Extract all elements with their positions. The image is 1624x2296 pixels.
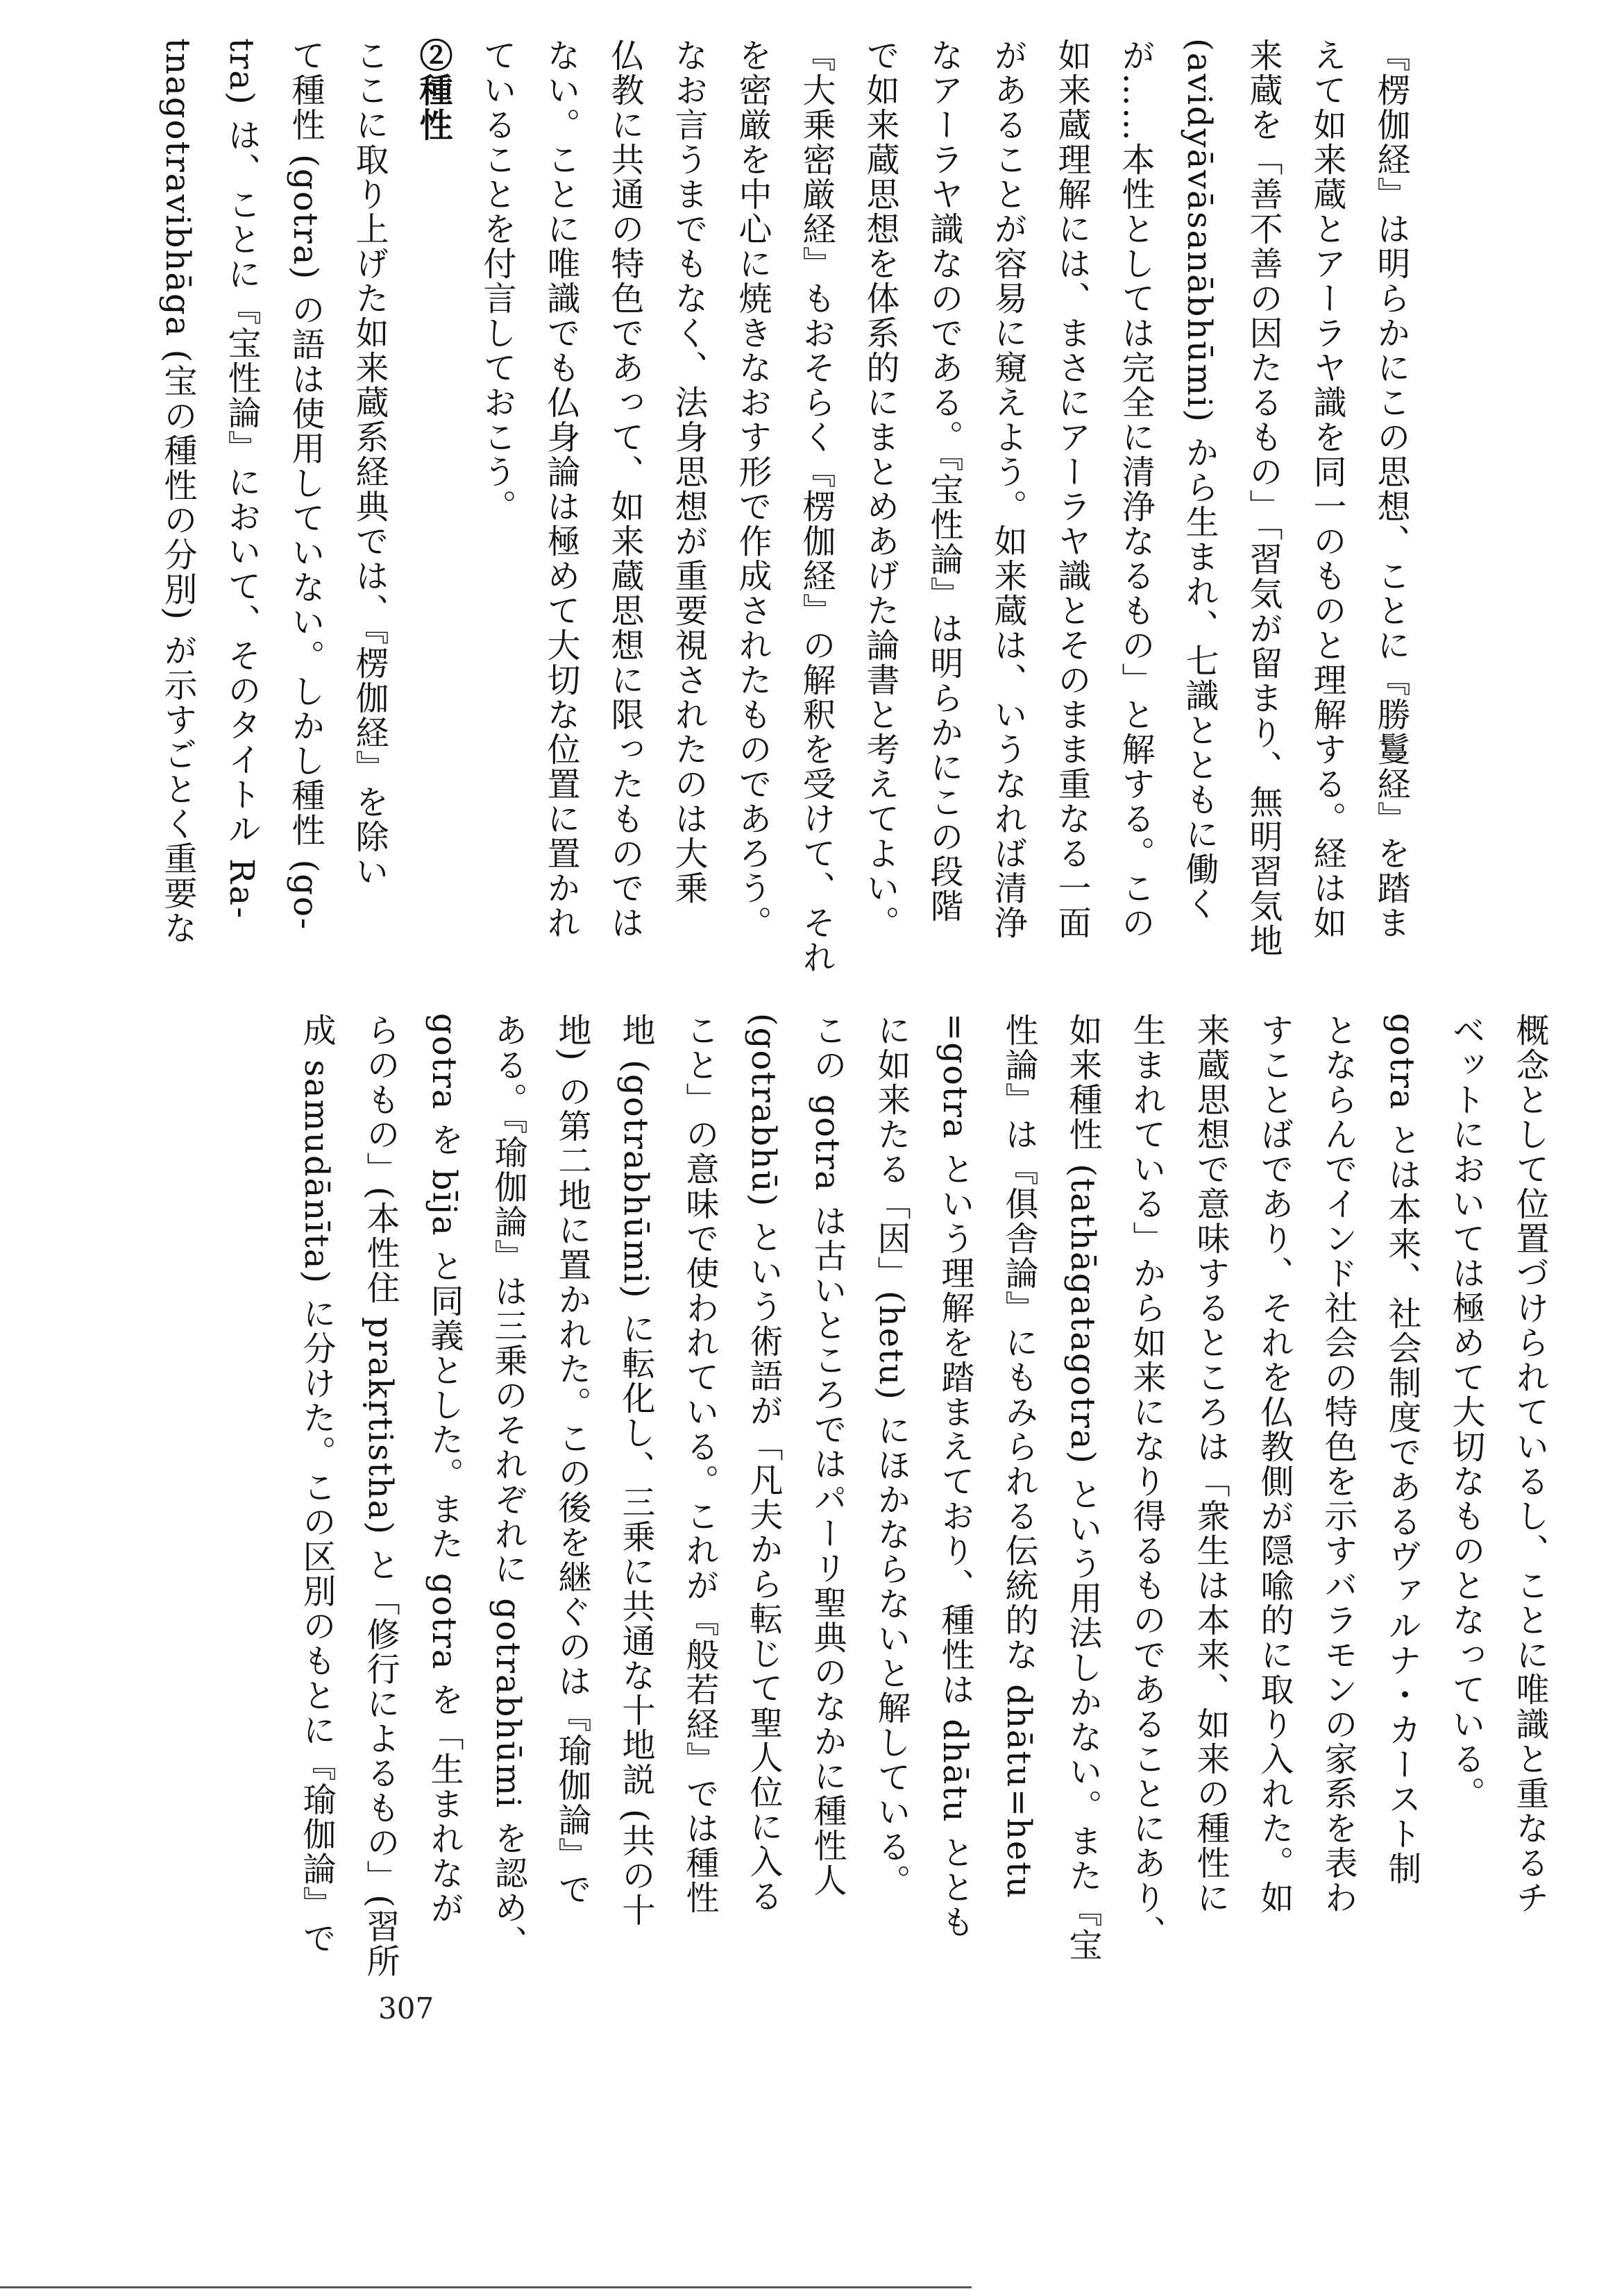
text-column: なお言うまでもなく、法身思想が重要視されたのは大乗	[669, 38, 708, 905]
text-column: 地 (gotrabhūmi) に転化し、三乗に共通な十地説 (共の十	[616, 1013, 655, 1928]
text-column: らのもの」(本性住 prakṛtistha) と「修行によるもの」(習所	[361, 1013, 400, 1979]
text-column: 仏教に共通の特色であって、如来蔵思想に限ったものでは	[605, 38, 644, 940]
text-column: 如来蔵理解には、まさにアーラヤ識とそのまま重なる一面	[1052, 38, 1091, 940]
text-column: に如来たる「因」(hetu) にほかならないと解している。	[872, 1013, 911, 1899]
text-column: 概念として位置づけられているし、ことに唯識と重なるチ	[1510, 1013, 1549, 1915]
text-column: とならんでインド社会の特色を示すバラモンの家系を表わ	[1319, 1013, 1357, 1915]
text-column: を密厳を中心に焼きなおす形で作成されたものであろう。	[733, 38, 772, 940]
page-number: 307	[378, 1991, 434, 2025]
text-column: (gotrabhū) という術語が「凡夫から転じて聖人位に入る	[744, 1013, 783, 1914]
text-column: ベットにおいては極めて大切なものとなっている。	[1446, 1013, 1485, 1811]
section-heading: ②種性	[414, 38, 452, 142]
text-column: なアーラヤ識なのである。『宝性論』は明らかにこの段階	[924, 38, 963, 924]
text-column: ある。『瑜伽論』は三乗のそれぞれに gotrabhūmi を認め、	[489, 1013, 527, 1960]
text-column: 『大乗密厳経』もおそらく『楞伽経』の解釈を受けて、それ	[797, 38, 836, 975]
text-column: (avidyāvāsanābhūmi) から生まれ、七識とともに働く	[1180, 38, 1219, 921]
lower-text-block	[297, 1013, 1562, 1979]
text-column: ていることを付言しておこう。	[477, 38, 516, 524]
text-column: えて如来蔵とアーラヤ識を同一のものと理解する。経は如	[1308, 38, 1346, 940]
text-column: が……本性としては完全に清浄なるもの」と解する。この	[1116, 38, 1155, 940]
text-column: gotra とは本来、社会制度であるヴァルナ・カースト制	[1382, 1013, 1421, 1886]
text-column: gotra を bīja と同義とした。また gotra を「生まれなが	[425, 1013, 464, 1925]
bottom-rule	[0, 2286, 972, 2288]
upper-text-block	[158, 38, 1423, 975]
text-column: 成 samudānīta) に分けた。この区別のもとに『瑜伽論』で	[297, 1013, 336, 1956]
text-column: すことばであり、それを仏教側が隠喩的に取り入れた。如	[1255, 1013, 1294, 1915]
text-column: tnagotravibhāga (宝の種性の分別) が示すごとく重要な	[158, 38, 197, 946]
text-column: 来蔵思想で意味するところは「衆生は本来、如来の種性に	[1191, 1013, 1230, 1915]
text-column: ない。ことに唯識でも仏身論は極めて大切な位置に置かれ	[541, 38, 580, 940]
text-column: て種性 (gotra) の語は使用していない。しかし種性 (go-	[286, 38, 325, 931]
text-column: があることが容易に窺えよう。如来蔵は、いうなれば清浄	[988, 38, 1027, 940]
text-column: tra) は、ことに『宝性論』において、そのタイトル Ra-	[222, 38, 261, 920]
text-column: こと」の意味で使われている。これが『般若経』では種性	[680, 1013, 719, 1915]
text-column: 『楞伽経』は明らかにこの思想、ことに『勝鬘経』を踏ま	[1371, 38, 1410, 940]
text-column: 地) の第二地に置かれた。この後を継ぐのは『瑜伽論』で	[552, 1013, 591, 1907]
text-column: =gotra という理解を踏まえており、種性は dhātu ととも	[936, 1013, 974, 1939]
text-column: この gotra は古いところではパーリ聖典のなかに種性人	[808, 1013, 847, 1898]
text-column: で如来蔵思想を体系的にまとめあげた論書と考えてよい。	[861, 38, 899, 940]
text-column: 性論』は『俱舎論』にもみられる伝統的な dhātu=hetu	[999, 1013, 1038, 1900]
text-column: 如来種性 (tathāgatagotra) という用法しかない。また『宝	[1063, 1013, 1102, 1963]
text-column: 来蔵を「善不善の因たるもの」「習気が留まり、無明習気地	[1244, 38, 1283, 958]
text-column: ここに取り上げた如来蔵系経典では、『楞伽経』を除い	[350, 38, 389, 889]
text-column: 生まれている」から如来になり得るものであることにあり、	[1127, 1013, 1166, 1950]
